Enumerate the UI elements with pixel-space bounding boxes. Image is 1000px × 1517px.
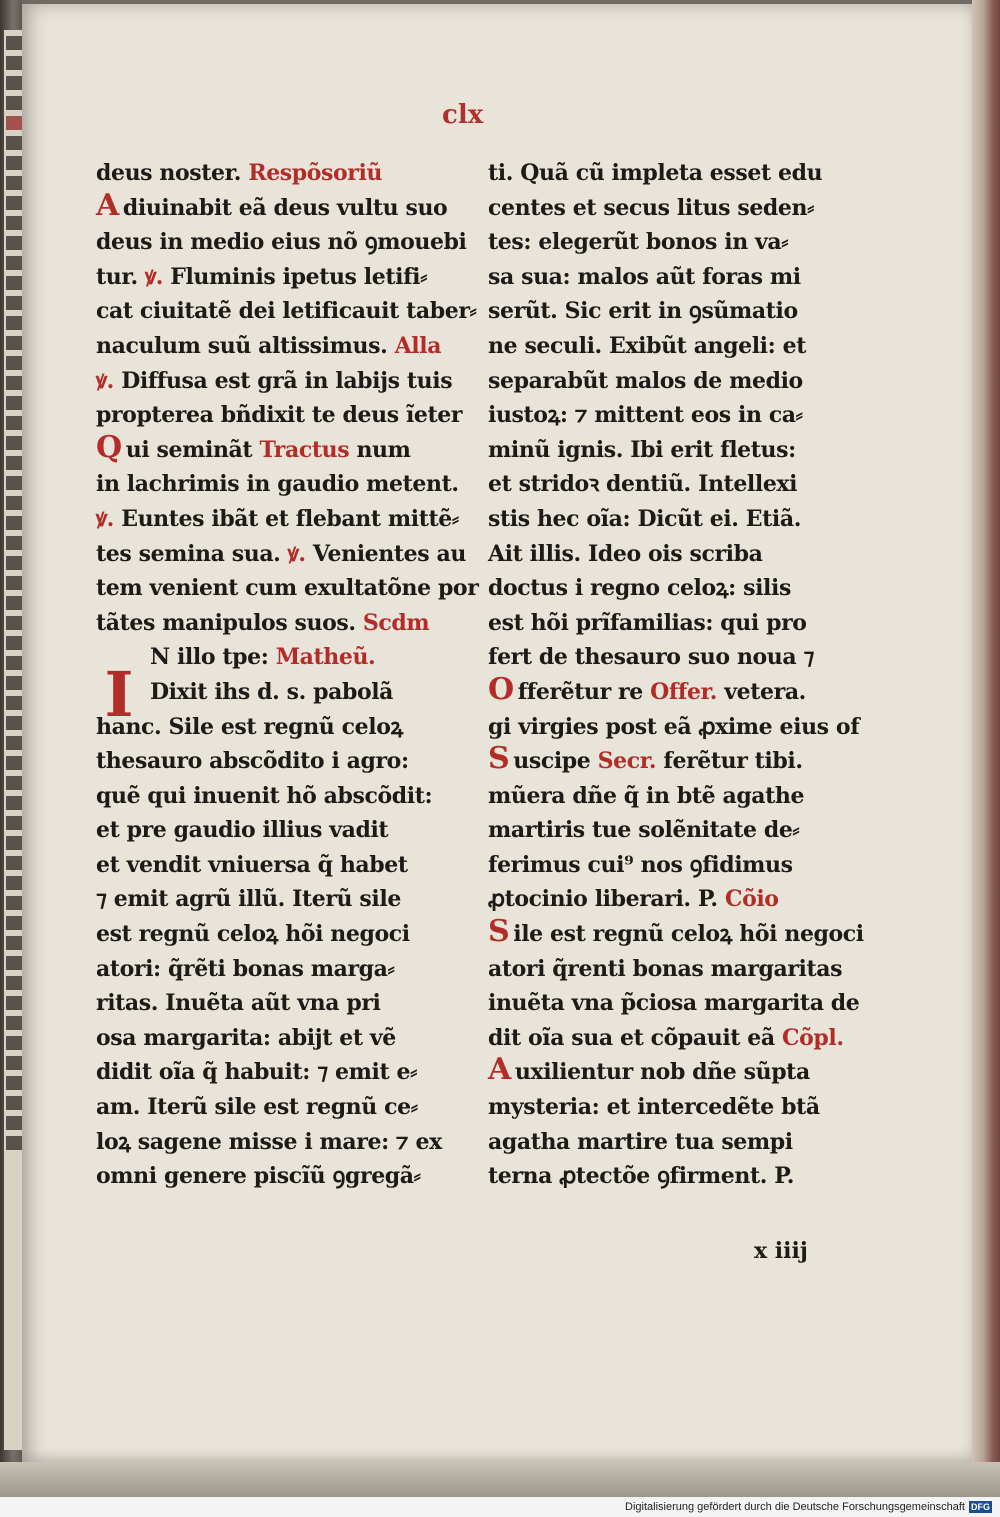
text-line <box>96 986 456 1021</box>
line-text: sa sua: malos aũt foras mi <box>488 263 801 290</box>
text-line <box>488 671 848 710</box>
text-line <box>488 1159 848 1194</box>
line-text: hanc. Sile est regnũ celoꝝ <box>96 713 403 740</box>
line-text: martiris tue solẽnitate de⸗ <box>488 817 800 844</box>
text-line <box>488 1021 848 1056</box>
text-line <box>96 917 456 952</box>
text-line <box>488 986 860 1021</box>
line-text: iustoꝝ: ⁊ mittent eos in ca⸗ <box>488 402 803 429</box>
text-line <box>488 914 864 952</box>
rubric-text: Secr. <box>597 748 657 775</box>
text-line <box>96 952 456 987</box>
line-text: diuinabit eã deus vultu suo <box>122 194 448 221</box>
line-text: et vendit vniuersa q̃ habet <box>96 851 408 878</box>
line-text: atori q̃renti bonas margaritas <box>488 955 843 982</box>
line-text: et pre gaudio illius vadit <box>96 817 389 844</box>
text-line <box>488 294 848 329</box>
line-text: thesauro abscõdito i agro: <box>96 748 409 775</box>
line-text: agatha martire tua sempi <box>488 1128 793 1155</box>
line-text: fert de thesauro suo noua ⁊ <box>488 644 815 671</box>
line-text: dit oĩa sua et cõpauit eã <box>488 1024 783 1051</box>
line-text: deus in medio eius nõ ꝯmouebi <box>96 229 467 256</box>
text-line <box>488 225 848 260</box>
initial-letter: O <box>488 671 514 707</box>
rubric-mark: ꝟ. <box>287 540 306 567</box>
line-text: uxilientur nob dñe sũpta <box>514 1059 810 1086</box>
text-line <box>96 156 456 191</box>
line-text: deus noster. <box>96 160 249 186</box>
rubric-mark: ꝟ. <box>96 367 114 394</box>
line-text: am. Iterũ sile est regnũ ce⸗ <box>96 1094 418 1121</box>
line-text: tãtes manipulos suos. <box>96 609 363 636</box>
text-line <box>96 1055 456 1090</box>
dfg-logo: DFG <box>971 1502 990 1512</box>
line-text: fferẽtur re <box>517 678 651 705</box>
text-line <box>488 260 848 295</box>
footer-credit-text: Digitalisierung gefördert durch die Deutsche Forschungsgemeinschaft <box>625 1501 965 1513</box>
rubric-text: Offer. <box>650 678 718 705</box>
text-line <box>488 398 848 433</box>
rubric-text: Alla <box>394 332 442 359</box>
line-text: tur. <box>96 263 146 290</box>
text-line <box>488 741 848 779</box>
text-line <box>96 1125 456 1160</box>
text-line <box>488 813 848 848</box>
line-text: ile est regnũ celoꝝ hõi negoci <box>513 921 864 948</box>
line-text: ritas. Inuẽta aũt vna pri <box>96 990 381 1017</box>
text-line <box>488 606 848 641</box>
text-line <box>488 779 848 814</box>
text-line <box>488 364 848 399</box>
rubric-mark: ꝟ. <box>145 263 163 290</box>
text-line <box>96 1021 456 1056</box>
line-text: est hõi prĩfamilias: qui pro <box>488 609 807 636</box>
line-text: ferimus cui⁹ nos ꝯfidimus <box>488 851 793 878</box>
text-line <box>488 952 848 987</box>
rubric-text: Matheũ. <box>275 644 376 671</box>
text-line <box>488 502 848 537</box>
line-text: doctus i regno celoꝝ: silis <box>488 575 791 602</box>
line-text: ferẽtur tibi. <box>656 748 803 775</box>
line-text: Euntes ibãt et flebant mittẽ⸗ <box>113 505 459 532</box>
line-text: Diffusa est grã in labijs tuis <box>113 367 453 394</box>
text-line <box>96 294 477 329</box>
text-line <box>488 329 848 364</box>
line-text: didit oĩa q̃ habuit: ⁊ emit e⸗ <box>96 1059 417 1086</box>
line-text: ⁊ emit agrũ illũ. Iterũ sile <box>96 886 401 913</box>
line-text: Dixit ihs d. s. pabolã <box>150 678 394 705</box>
folio-number: clx <box>442 100 484 130</box>
rubric-text: Cõpl. <box>782 1024 844 1051</box>
line-text: mysteria: et intercedẽte btã <box>488 1094 820 1121</box>
line-text: omni genere piscĩũ ꝯgregã⸗ <box>96 1163 421 1190</box>
line-text: loꝝ sagene misse i mare: ⁊ ex <box>96 1128 442 1155</box>
text-line <box>96 606 456 641</box>
line-text: vetera. <box>717 678 806 705</box>
line-text: ti. Quã cũ impleta esset edu <box>488 160 823 186</box>
quire-signature: x iiij <box>754 1238 808 1264</box>
line-text: minũ ignis. Ibi erit fletus: <box>488 436 796 463</box>
text-line <box>488 1125 848 1160</box>
line-text: ꝓtocinio liberari. P. <box>488 886 725 913</box>
line-text: tem venient cum exultatõne por <box>96 575 479 602</box>
text-line <box>488 1052 848 1090</box>
rubric-text: Tractus <box>259 436 350 463</box>
text-line <box>488 882 848 917</box>
text-line <box>96 571 479 606</box>
line-text: terna ꝓtectõe ꝯfirment. P. <box>488 1163 794 1190</box>
rubric-text: Respõsoriũ <box>248 160 383 186</box>
text-line <box>96 882 456 917</box>
line-text: gi virgies post eã ꝓxime eius of <box>488 713 860 740</box>
line-text: atori: q̃rẽti bonas marga⸗ <box>96 955 395 982</box>
line-text: N illo tpe: <box>150 644 276 671</box>
initial-letter: S <box>488 741 510 777</box>
text-line <box>488 467 848 502</box>
initial-letter: S <box>488 914 510 950</box>
line-text: separabũt malos de medio <box>488 367 803 394</box>
line-text: centes et secus litus seden⸗ <box>488 194 815 221</box>
line-text: osa margarita: abijt et vẽ <box>96 1024 396 1051</box>
line-text: mũera dñe q̃ in btẽ agathe <box>488 782 805 809</box>
text-line <box>96 187 456 226</box>
text-line <box>96 537 466 572</box>
line-text: tes: elegerũt bonos in va⸗ <box>488 229 789 256</box>
text-line <box>96 467 459 502</box>
line-text: ui seminãt <box>125 436 260 463</box>
initial-letter: Q <box>96 429 122 465</box>
text-line <box>96 640 456 675</box>
text-line <box>488 571 848 606</box>
text-line <box>96 1090 456 1125</box>
decorated-initial: I <box>104 658 134 731</box>
page-block-edge <box>972 0 1000 1462</box>
line-text: in lachrimis in gaudio metent. <box>96 471 459 498</box>
line-text: Ait illis. Ideo ois scriba <box>488 540 763 567</box>
text-line <box>488 640 848 675</box>
line-text: ne seculi. Exibũt angeli: et <box>488 332 806 359</box>
line-text: num <box>349 436 411 463</box>
line-text: cat ciuitatẽ dei letificauit taber⸗ <box>96 298 477 325</box>
line-text: stis hec oĩa: Dicũt ei. Etiã. <box>488 505 801 532</box>
text-line <box>96 1159 456 1194</box>
text-line <box>488 710 860 745</box>
left-text-column <box>96 156 479 1194</box>
text-line <box>96 260 456 295</box>
text-line <box>488 1090 848 1125</box>
line-text: naculum suũ altissimus. <box>96 332 395 359</box>
text-line <box>96 848 456 883</box>
text-line <box>96 744 456 779</box>
text-line <box>96 710 456 745</box>
right-text-column <box>488 156 864 1194</box>
line-text: serũt. Sic erit in ꝯsũmatio <box>488 298 798 325</box>
line-text: tes semina sua. <box>96 540 288 567</box>
rubric-text: Scdm <box>362 609 430 636</box>
rubric-text: Cõio <box>724 886 779 913</box>
text-line <box>96 225 467 260</box>
text-line <box>488 433 848 468</box>
line-text: est regnũ celoꝝ hõi negoci <box>96 921 410 948</box>
text-line <box>96 675 456 710</box>
digitization-footer <box>0 1497 1000 1517</box>
text-line <box>96 329 456 364</box>
line-text: et stridoꝛ dentiũ. Intellexi <box>488 471 798 498</box>
text-line <box>488 537 848 572</box>
text-line <box>488 848 848 883</box>
line-text: quẽ qui inuenit hõ abscõdit: <box>96 782 433 809</box>
line-text: inuẽta vna p̃ciosa margarita de <box>488 990 860 1017</box>
text-line <box>96 502 459 537</box>
line-text: propterea bñdixit te deus ĩeter <box>96 402 463 429</box>
text-line <box>96 813 456 848</box>
text-line <box>96 779 456 814</box>
text-line <box>488 191 848 226</box>
line-text: Venientes au <box>305 540 466 567</box>
rubric-mark: ꝟ. <box>96 505 114 532</box>
text-line <box>96 429 456 468</box>
text-line <box>96 398 463 433</box>
scan-bottom-band <box>0 1462 1000 1497</box>
text-line <box>96 364 456 399</box>
initial-letter: A <box>96 187 119 223</box>
initial-letter: A <box>488 1052 511 1088</box>
text-line <box>488 156 848 191</box>
line-text: uscipe <box>513 748 598 775</box>
line-text: Fluminis ipetus letifi⸗ <box>163 263 428 290</box>
